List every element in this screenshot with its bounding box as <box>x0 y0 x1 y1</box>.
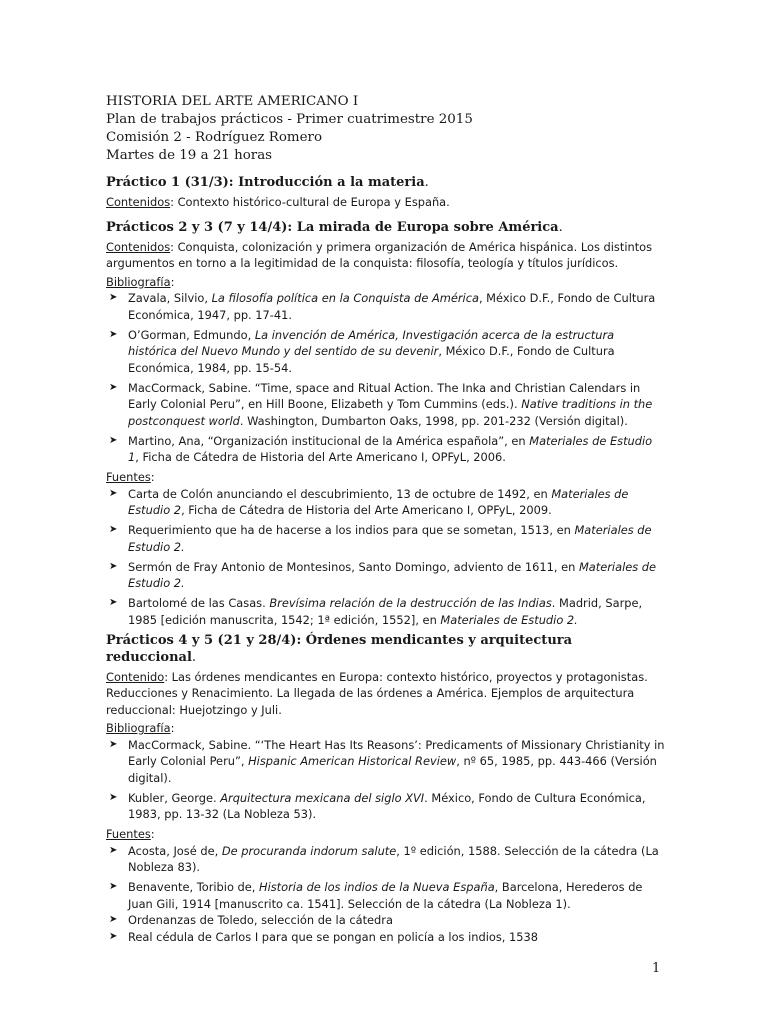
document-header <box>106 93 666 165</box>
contenidos-label: Contenidos <box>106 195 171 209</box>
arrow-bullet-icon: ➤ <box>109 597 118 608</box>
list-item: ➤ Ordenanzas de Toledo, selección de la cátedra <box>109 913 393 927</box>
list-item: ➤ O’Gorman, Edmundo, La invención de América, Investigación acerca de la estructura histórica del Nuevo Mundo y del sentido de su devenir, México D.F., Fondo de Cultura Económica, 1984, pp. 15-54. <box>109 327 615 375</box>
list-item: ➤ MacCormack, Sabine. “‘The Heart Has Its Reasons’: Predicaments of Missionary Christianity in Early Colonial Peru”, Hispanic American Historical Review, nº 65, 1985, pp. 443-466 (Versión digital). <box>109 737 665 785</box>
practicos-4-5-heading: Prácticos 4 y 5 (21 y 28/4): Órdenes mendicantes y arquitectura reduccional. <box>106 632 573 665</box>
list-item: ➤ Acosta, José de, De procuranda indorum salute, 1º edición, 1588. Selección de la cátedra (La Nobleza 83). <box>109 843 659 874</box>
list-item: ➤ Kubler, George. Arquitectura mexicana del siglo XVI. México, Fondo de Cultura Económica, 1983, pp. 13-32 (La Nobleza 53). <box>109 790 646 821</box>
arrow-bullet-icon: ➤ <box>109 487 118 499</box>
bibliografia-list <box>106 737 666 823</box>
bibliografia-list <box>106 290 666 466</box>
list-item: ➤ Bartolomé de las Casas. Brevísima relación de la destrucción de las Indias. Madrid, Sarpe, 1985 [edición manuscrita, 1542; 1ª edición, 1552], en Materiales de Estudio 2. <box>109 596 643 627</box>
arrow-bullet-icon: ➤ <box>109 560 118 572</box>
fuentes-list <box>106 486 666 629</box>
contenido-label: Contenido <box>106 669 165 684</box>
commission-line: Comisión 2 - Rodríguez Romero <box>106 130 323 145</box>
list-item: ➤ MacCormack, Sabine. “Time, space and Ritual Action. The Inka and Christian Calendars in Early Colonial Peru”, en Hill Boone, Elizabeth y Tom Cummins (eds.). Native traditions in the postconquest world. Washington, Dumbarton Oaks, 1998, pp. 201-232 (Versión digital). <box>109 380 653 428</box>
list-item: ➤ Real cédula de Carlos I para que se pongan en policía a los indios, 1538 <box>109 929 539 944</box>
practicos-2-3-heading: Prácticos 2 y 3 (7 y 14/4): La mirada de Europa sobre América. <box>106 219 563 235</box>
bibliografia-label: Bibliografía: <box>106 274 175 289</box>
schedule-line: Martes de 19 a 21 horas <box>106 148 273 163</box>
arrow-bullet-icon: ➤ <box>109 328 118 340</box>
arrow-bullet-icon: ➤ <box>109 844 118 856</box>
arrow-bullet-icon: ➤ <box>109 524 118 535</box>
plan-subtitle: Plan de trabajos prácticos - Primer cuatrimestre 2015 <box>106 112 473 127</box>
list-item: ➤ Martino, Ana, “Organización institucional de la América española”, en Materiales de Estudio 1, Ficha de Cátedra de Historia del Arte Americano I, OPFyL, 2006. <box>109 433 653 464</box>
fuentes-list <box>106 843 666 946</box>
arrow-bullet-icon: ➤ <box>109 881 118 892</box>
list-item: ➤ Requerimiento que ha de hacerse a los indios para que se sometan, 1513, en Materiales de Estudio 2. <box>109 523 652 554</box>
arrow-bullet-icon: ➤ <box>109 292 118 303</box>
arrow-bullet-icon: ➤ <box>109 791 118 803</box>
arrow-bullet-icon: ➤ <box>109 434 118 446</box>
arrow-bullet-icon: ➤ <box>109 914 118 925</box>
list-item: ➤ Benavente, Toribio de, Historia de los indios de la Nueva España, Barcelona, Herederos de Juan Gili, 1914 [manuscrito ca. 1541]. Selección de la cátedra (La Nobleza 1). <box>109 880 643 911</box>
practicos-4-5-contenido: Contenido: Las órdenes mendicantes en Europa: contexto histórico, proyectos y protagonistas. Reducciones y Renacimiento. La llegada de las órdenes a América. Ejemplos de arquitectura reduccional: Huejotzingo y Juli. <box>106 669 648 717</box>
arrow-bullet-icon: ➤ <box>109 381 118 393</box>
document-page <box>106 93 666 949</box>
bibliografia-label: Bibliografía: <box>106 721 175 735</box>
fuentes-label: Fuentes: <box>106 470 155 484</box>
arrow-bullet-icon: ➤ <box>109 930 118 942</box>
practicos-2-3-contenidos: Contenidos: Conquista, colonización y primera organización de América hispánica. Los distintos argumentos en torno a la legitimidad de la conquista: filosofía, teología y títulos jurídicos. <box>106 239 653 270</box>
list-item: ➤ Zavala, Silvio, La filosofía política en la Conquista de América, México D.F., Fondo de Cultura Económica, 1947, pp. 17-41. <box>109 291 656 322</box>
practico-1-heading: Práctico 1 (31/3): Introducción a la materia. <box>106 175 429 190</box>
list-item: ➤ Sermón de Fray Antonio de Montesinos, Santo Domingo, adviento de 1611, en Materiales de Estudio 2. <box>109 559 657 590</box>
list-item: ➤ Carta de Colón anunciando el descubrimiento, 13 de octubre de 1492, en Materiales de Estudio 2, Ficha de Cátedra de Historia del Arte Americano I, OPFyL, 2009. <box>109 486 629 517</box>
fuentes-label: Fuentes: <box>106 827 155 841</box>
practico-1-contenidos: Contenidos: Contexto histórico-cultural de Europa y España. <box>106 195 450 209</box>
arrow-bullet-icon: ➤ <box>109 738 118 750</box>
contenidos-label: Contenidos <box>106 239 171 254</box>
page-number: 1 <box>652 961 661 976</box>
course-title: HISTORIA DEL ARTE AMERICANO I <box>106 94 359 109</box>
